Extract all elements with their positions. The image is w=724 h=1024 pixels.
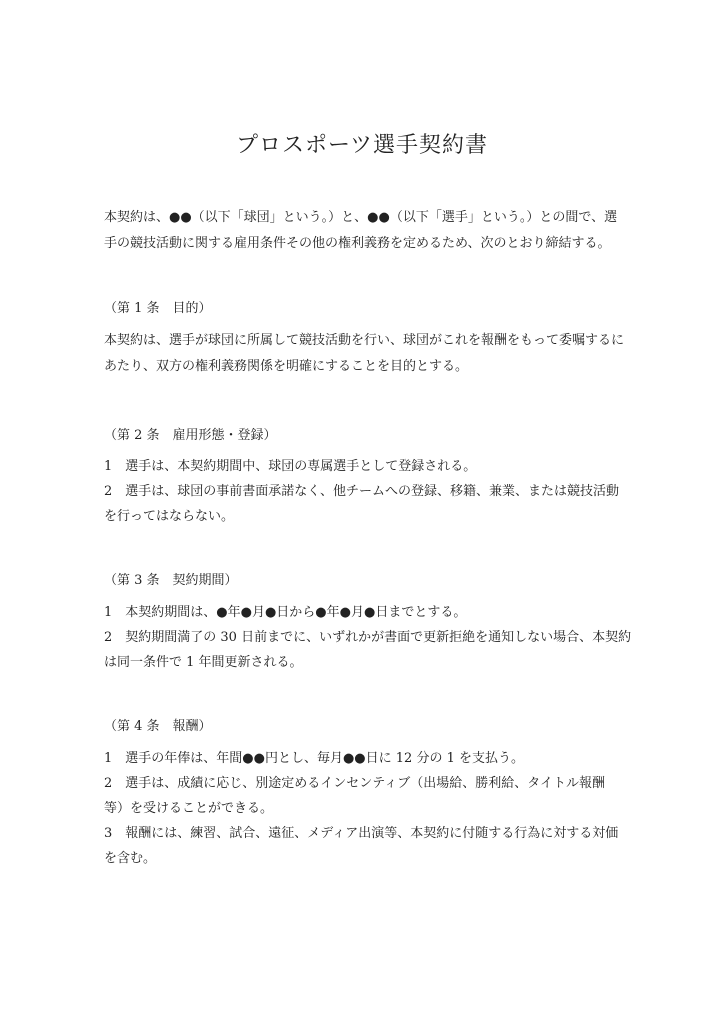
preamble-line: 手の競技活動に関する雇用条件その他の権利義務を定めるため、次のとおり締結する。 — [104, 236, 611, 251]
preamble-line: 本契約は、●●（以下「球団」という。）と、●●（以下「選手」という。）との間で、選 — [104, 210, 618, 225]
article-4-line: を含む。 — [104, 851, 157, 866]
article-4-line: 3 報酬には、練習、試合、遠征、メディア出演等、本契約に付随する行為に対する対価 — [104, 826, 619, 841]
article-2-line: 1 選手は、本契約期間中、球団の専属選手として登録される。 — [104, 459, 477, 474]
article-2-heading: （第 2 条 雇用形態・登録） — [104, 428, 277, 443]
article-1-line: 本契約は、選手が球団に所属して競技活動を行い、球団がこれを報酬をもって委嘱するに — [104, 333, 625, 348]
article-4-line: 2 選手は、成績に応じ、別途定めるインセンティブ（出場給、勝利給、タイトル報酬 — [104, 776, 605, 791]
article-3-heading: （第 3 条 契約期間） — [104, 573, 238, 588]
article-1-heading: （第 1 条 目的） — [104, 301, 212, 316]
article-3-line: 2 契約期間満了の 30 日前までに、いずれかが書面で更新拒絶を通知しない場合、本契約 — [104, 630, 632, 645]
article-4-line: 等）を受けることができる。 — [104, 801, 274, 816]
article-4-line: 1 選手の年俸は、年間●●円とし、毎月●●日に 12 分の 1 を支払う。 — [104, 751, 524, 766]
article-1-line: あたり、双方の権利義務関係を明確にすることを目的とする。 — [104, 359, 469, 374]
article-2-line: を行ってはならない。 — [104, 509, 235, 524]
article-3-line: 1 本契約期間は、●年●月●日から●年●月●日までとする。 — [104, 605, 467, 620]
article-2-line: 2 選手は、球団の事前書面承諾なく、他チームへの登録、移籍、兼業、または競技活動 — [104, 484, 620, 499]
article-4-heading: （第 4 条 報酬） — [104, 719, 212, 734]
document-title: プロスポーツ選手契約書 — [235, 133, 489, 158]
article-3-line: は同一条件で 1 年間更新される。 — [104, 655, 303, 670]
